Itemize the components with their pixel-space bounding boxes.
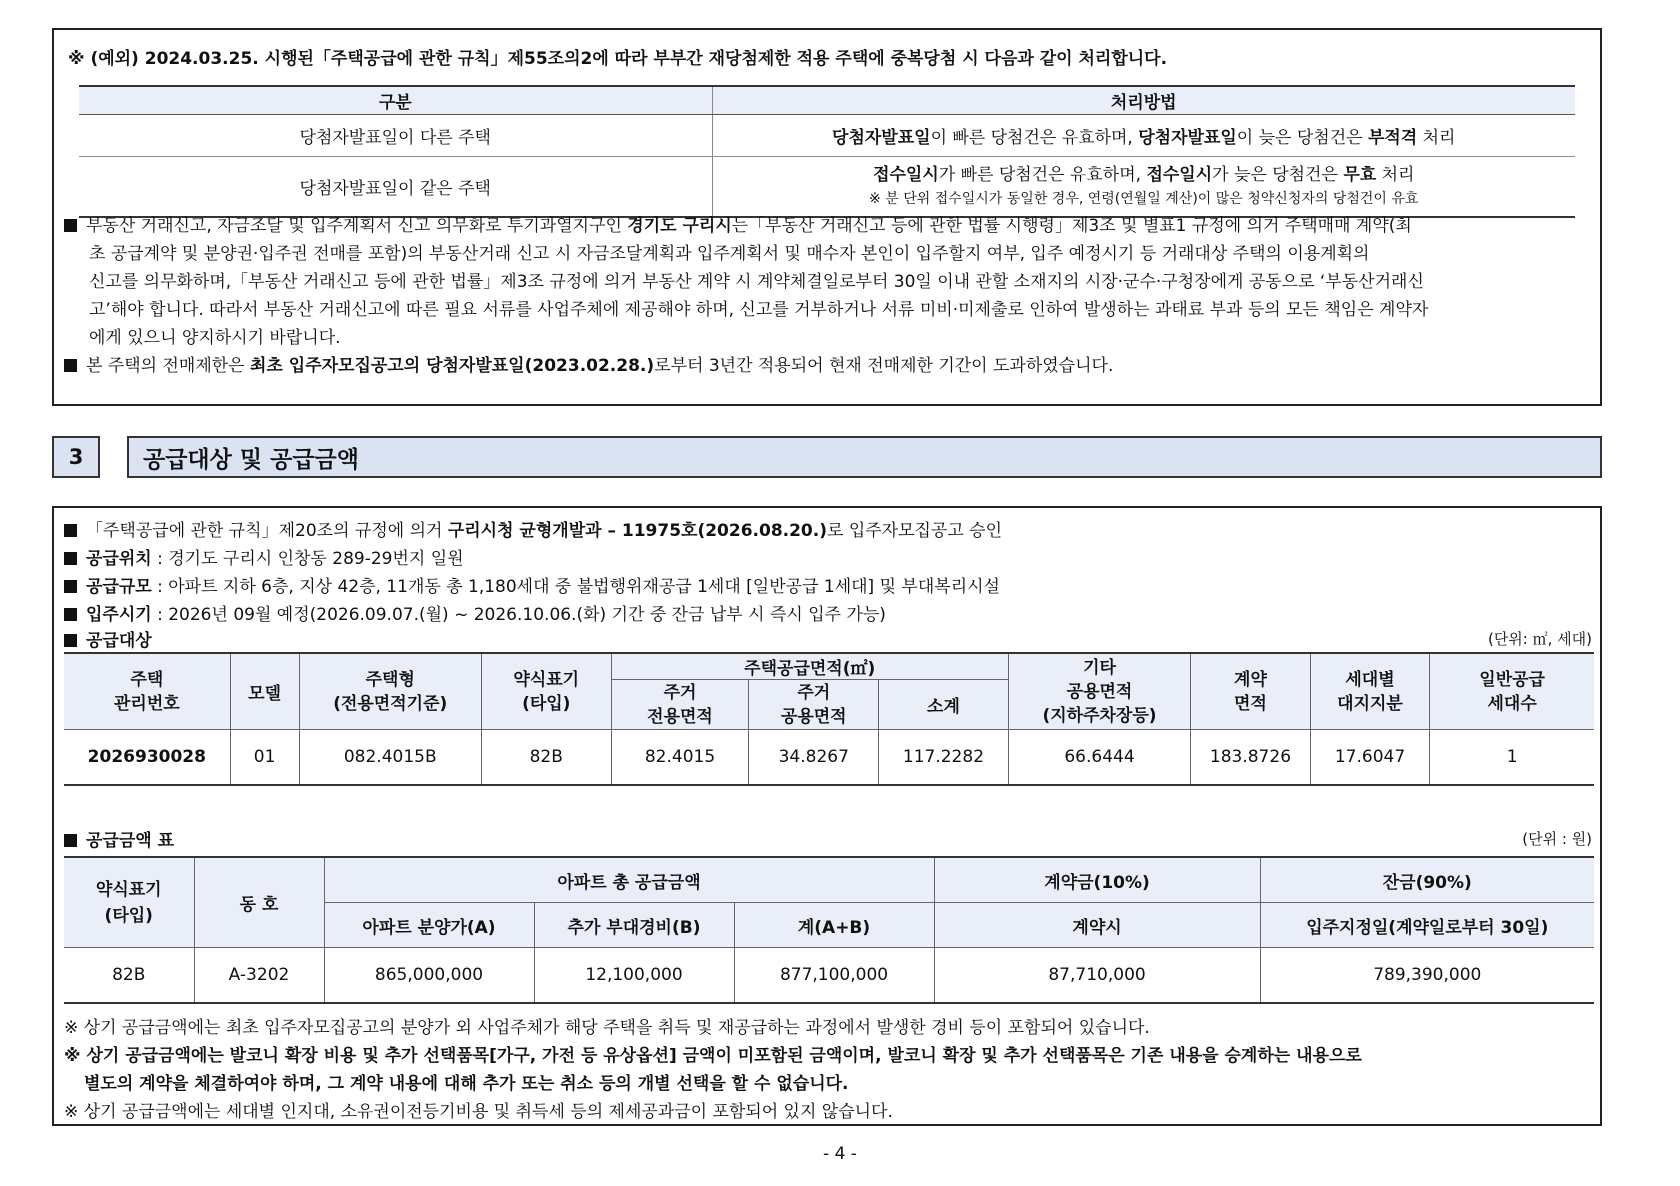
price-note-3: ※ 상기 공급금액에는 세대별 인지대, 소유권이전등기비용 및 취득세 등의 제세공과금이 포함되어 있지 않습니다. <box>64 1102 893 1122</box>
supply-price-table <box>64 856 1594 1004</box>
exception-header: ※ (예외) 2024.03.25. 시행된「주택공급에 관한 규칙」제55조의2에 따라 부부간 재당첨제한 적용 주택에 중복당첨 시 다음과 같이 처리합니다. <box>68 49 1168 69</box>
header-balance: 입주지정일(계약일로부터 30일) <box>1260 903 1594 948</box>
text-bold: 접수일시 <box>1146 165 1213 186</box>
table-row <box>64 730 1594 786</box>
header-land-share: 세대별 대지지분 <box>1310 653 1430 730</box>
header-supply-area-group: 주택공급면적(㎡) <box>611 653 1008 680</box>
location-line <box>64 544 464 569</box>
text: 이 늦은 당첨건은 <box>1236 128 1368 148</box>
square-bullet-icon <box>64 524 77 537</box>
header-deposit: 계약시 <box>934 903 1260 948</box>
header-dong-ho: 동 호 <box>194 857 324 948</box>
text: 가 늦은 당첨건은 <box>1212 165 1344 186</box>
text-bold: 최초 입주자모집공고의 당첨자발표일(2023.02.28.) <box>250 356 655 376</box>
text-bold: 당첨자발표일 <box>832 128 931 148</box>
text: 신고를 의무화하며,「부동산 거래신고 등에 관한 법률」제3조 규정에 의거 부동산 계약 시 계약체결일로부터 30일 이내 관할 소재지의 시장·군수·구청장에게 공동으로 ‘부동산거래신 <box>89 272 1424 292</box>
cell-abbr-type: 82B <box>481 730 611 786</box>
supply-target-table <box>64 652 1594 786</box>
cell-subtotal: 117.2282 <box>879 730 1009 786</box>
header-model: 모델 <box>230 653 299 730</box>
text: : 2026년 09월 예정(2026.09.07.(월) ~ 2026.10.06.(화) 기간 중 잔금 납부 시 즉시 입주 가능) <box>151 605 886 625</box>
exception-row2-method <box>712 157 1575 217</box>
text: 고’해야 합니다. 따라서 부동산 거래신고에 따른 필요 서류를 사업주체에 제공해야 하며, 신고를 거부하거나 서류 미비·미제출로 인하여 발생하는 과태료 부과 등의 모든 책임은 계약자 <box>89 300 1429 320</box>
header-house-type: 주택형 (전용면적기준) <box>299 653 481 730</box>
text-bold: 구리시청 균형개발과 – 11975호(2026.08.20.) <box>447 521 827 541</box>
cell-sale-price: 865,000,000 <box>324 948 534 1004</box>
text: 로부터 3년간 적용되어 현재 전매제한 기간이 도과하였습니다. <box>654 356 1114 376</box>
square-bullet-icon <box>64 219 77 232</box>
header-contract-area: 계약 면적 <box>1191 653 1311 730</box>
header-total-price-group: 아파트 총 공급금액 <box>324 857 934 903</box>
price-note-2-cont: 별도의 계약을 체결하여야 하며, 그 계약 내용에 대해 추가 또는 취소 등의 개별 선택을 할 수 없습니다. <box>84 1074 849 1094</box>
header-balance-group: 잔금(90%) <box>1260 857 1594 903</box>
header-sale-price: 아파트 분양가(A) <box>324 903 534 948</box>
section-title: 공급대상 및 공급금액 <box>127 436 1602 478</box>
text: 로 입주자모집공고 승인 <box>827 521 1003 541</box>
text: 는「부동산 거래신고 등에 관한 법률 시행령」제3조 및 별표1 규정에 의거 주택매매 계약(최 <box>731 216 1412 236</box>
cell-balance: 789,390,000 <box>1260 948 1594 1004</box>
header-general-supply: 일반공급 세대수 <box>1430 653 1594 730</box>
header-other-common-area: 기타 공용면적 (지하주차장등) <box>1008 653 1190 730</box>
text-bold: 접수일시 <box>873 165 939 186</box>
text-bold: 공급규모 <box>86 577 152 597</box>
square-bullet-icon <box>64 359 77 372</box>
cell-house-type: 082.4015B <box>299 730 481 786</box>
square-bullet-icon <box>64 580 77 593</box>
page-number: - 4 - <box>823 1144 857 1164</box>
cell-sum: 877,100,000 <box>734 948 934 1004</box>
text-bold: 무효 <box>1343 165 1377 186</box>
text: 부동산 거래신고, 자금조달 및 입주계획서 신고 의무화로 투기과열지구인 <box>86 216 628 236</box>
text-bold: 경기도 구리시 <box>627 216 732 236</box>
exception-row1-method <box>712 115 1575 157</box>
supply-info-box <box>52 506 1602 1126</box>
table-row <box>64 948 1594 1004</box>
cell-other-common-area: 66.6444 <box>1008 730 1190 786</box>
text-bold: 공급위치 <box>86 549 152 569</box>
cell-contract-area: 183.8726 <box>1191 730 1311 786</box>
cell-model: 01 <box>230 730 299 786</box>
header-deposit-group: 계약금(10%) <box>934 857 1260 903</box>
text-bold: 부적격 <box>1367 128 1418 148</box>
cell-extra-cost: 12,100,000 <box>534 948 734 1004</box>
target-unit: (단위: ㎡, 세대) <box>1487 630 1592 648</box>
header-exclusive-area: 주거 전용면적 <box>611 680 749 730</box>
square-bullet-icon <box>64 634 77 647</box>
exception-row1-category: 당첨자발표일이 다른 주택 <box>79 115 712 157</box>
realestate-paragraph <box>64 212 1594 380</box>
text: 「주택공급에 관한 규칙」제20조의 규정에 의거 <box>86 521 448 541</box>
exception-table <box>79 85 1575 218</box>
cell-exclusive-area: 82.4015 <box>611 730 749 786</box>
header-mgmt-number: 주택 관리번호 <box>64 653 230 730</box>
price-note-2: ※ 상기 공급금액에는 발코니 확장 비용 및 추가 선택품목[가구, 가전 등 유상옵션] 금액이 미포함된 금액이며, 발코니 확장 및 추가 선택품목은 기존 내용을 승계하는 내용으로 <box>64 1046 1362 1066</box>
text: : 경기도 구리시 인창동 289-29번지 일원 <box>151 549 464 569</box>
text: 이 빠른 당첨건은 유효하며, <box>930 128 1139 148</box>
text: 에게 있으니 양지하시기 바랍니다. <box>89 328 341 348</box>
target-line <box>64 626 152 651</box>
exception-col-category: 구분 <box>79 86 712 115</box>
header-common-area: 주거 공용면적 <box>749 680 879 730</box>
header-abbr-type: 약식표기 (타입) <box>64 857 194 948</box>
cell-abbr-type: 82B <box>64 948 194 1004</box>
cell-deposit: 87,710,000 <box>934 948 1260 1004</box>
text: : 아파트 지하 6층, 지상 42층, 11개동 총 1,180세대 중 불법행위재공급 1세대 [일반공급 1세대] 및 부대복리시설 <box>151 577 1000 597</box>
scale-line <box>64 572 1000 597</box>
text: 본 주택의 전매제한은 <box>86 356 251 376</box>
movein-line <box>64 600 886 625</box>
text: 처리 <box>1376 165 1415 186</box>
text-bold: 당첨자발표일 <box>1138 128 1237 148</box>
header-extra-cost: 추가 부대경비(B) <box>534 903 734 948</box>
price-note-1: ※ 상기 공급금액에는 최초 입주자모집공고의 분양가 외 사업주체가 해당 주택을 취득 및 재공급하는 과정에서 발생한 경비 등이 포함되어 있습니다. <box>64 1018 1150 1038</box>
price-unit: (단위 : 원) <box>1522 830 1592 848</box>
square-bullet-icon <box>64 608 77 621</box>
text: 처리 <box>1417 128 1456 148</box>
square-bullet-icon <box>64 552 77 565</box>
exception-row2-note: ※ 분 단위 접수일시가 동일한 경우, 연령(연월일 계산)이 많은 청약신청자의 당첨건이 유효 <box>869 191 1419 208</box>
cell-mgmt-number: 2026930028 <box>64 730 230 786</box>
section-number: 3 <box>52 436 100 478</box>
cell-dong-ho: A-3202 <box>194 948 324 1004</box>
approval-line <box>64 516 1002 541</box>
text-bold: 입주시기 <box>86 605 152 625</box>
cell-general-supply: 1 <box>1430 730 1594 786</box>
cell-common-area: 34.8267 <box>749 730 879 786</box>
text-bold: 공급대상 <box>86 631 152 651</box>
header-abbr-type: 약식표기 (타입) <box>481 653 611 730</box>
text-bold: 공급금액 표 <box>86 831 175 851</box>
price-label-line <box>64 826 174 851</box>
text: 초 공급계약 및 분양권·입주권 전매를 포함)의 부동산거래 신고 시 자금조달계획과 입주계획서 및 매수자 본인이 입주할지 여부, 입주 예정시기 등 거래대상 주택의 이용계획의 <box>89 244 1370 264</box>
header-subtotal: 소계 <box>879 680 1009 730</box>
square-bullet-icon <box>64 834 77 847</box>
text: 가 빠른 당첨건은 유효하며, <box>938 165 1147 186</box>
exception-row2-category: 당첨자발표일이 같은 주택 <box>79 157 712 217</box>
exception-col-method: 처리방법 <box>712 86 1575 115</box>
exception-notice-box <box>52 28 1602 406</box>
header-sum: 계(A+B) <box>734 903 934 948</box>
cell-land-share: 17.6047 <box>1310 730 1430 786</box>
